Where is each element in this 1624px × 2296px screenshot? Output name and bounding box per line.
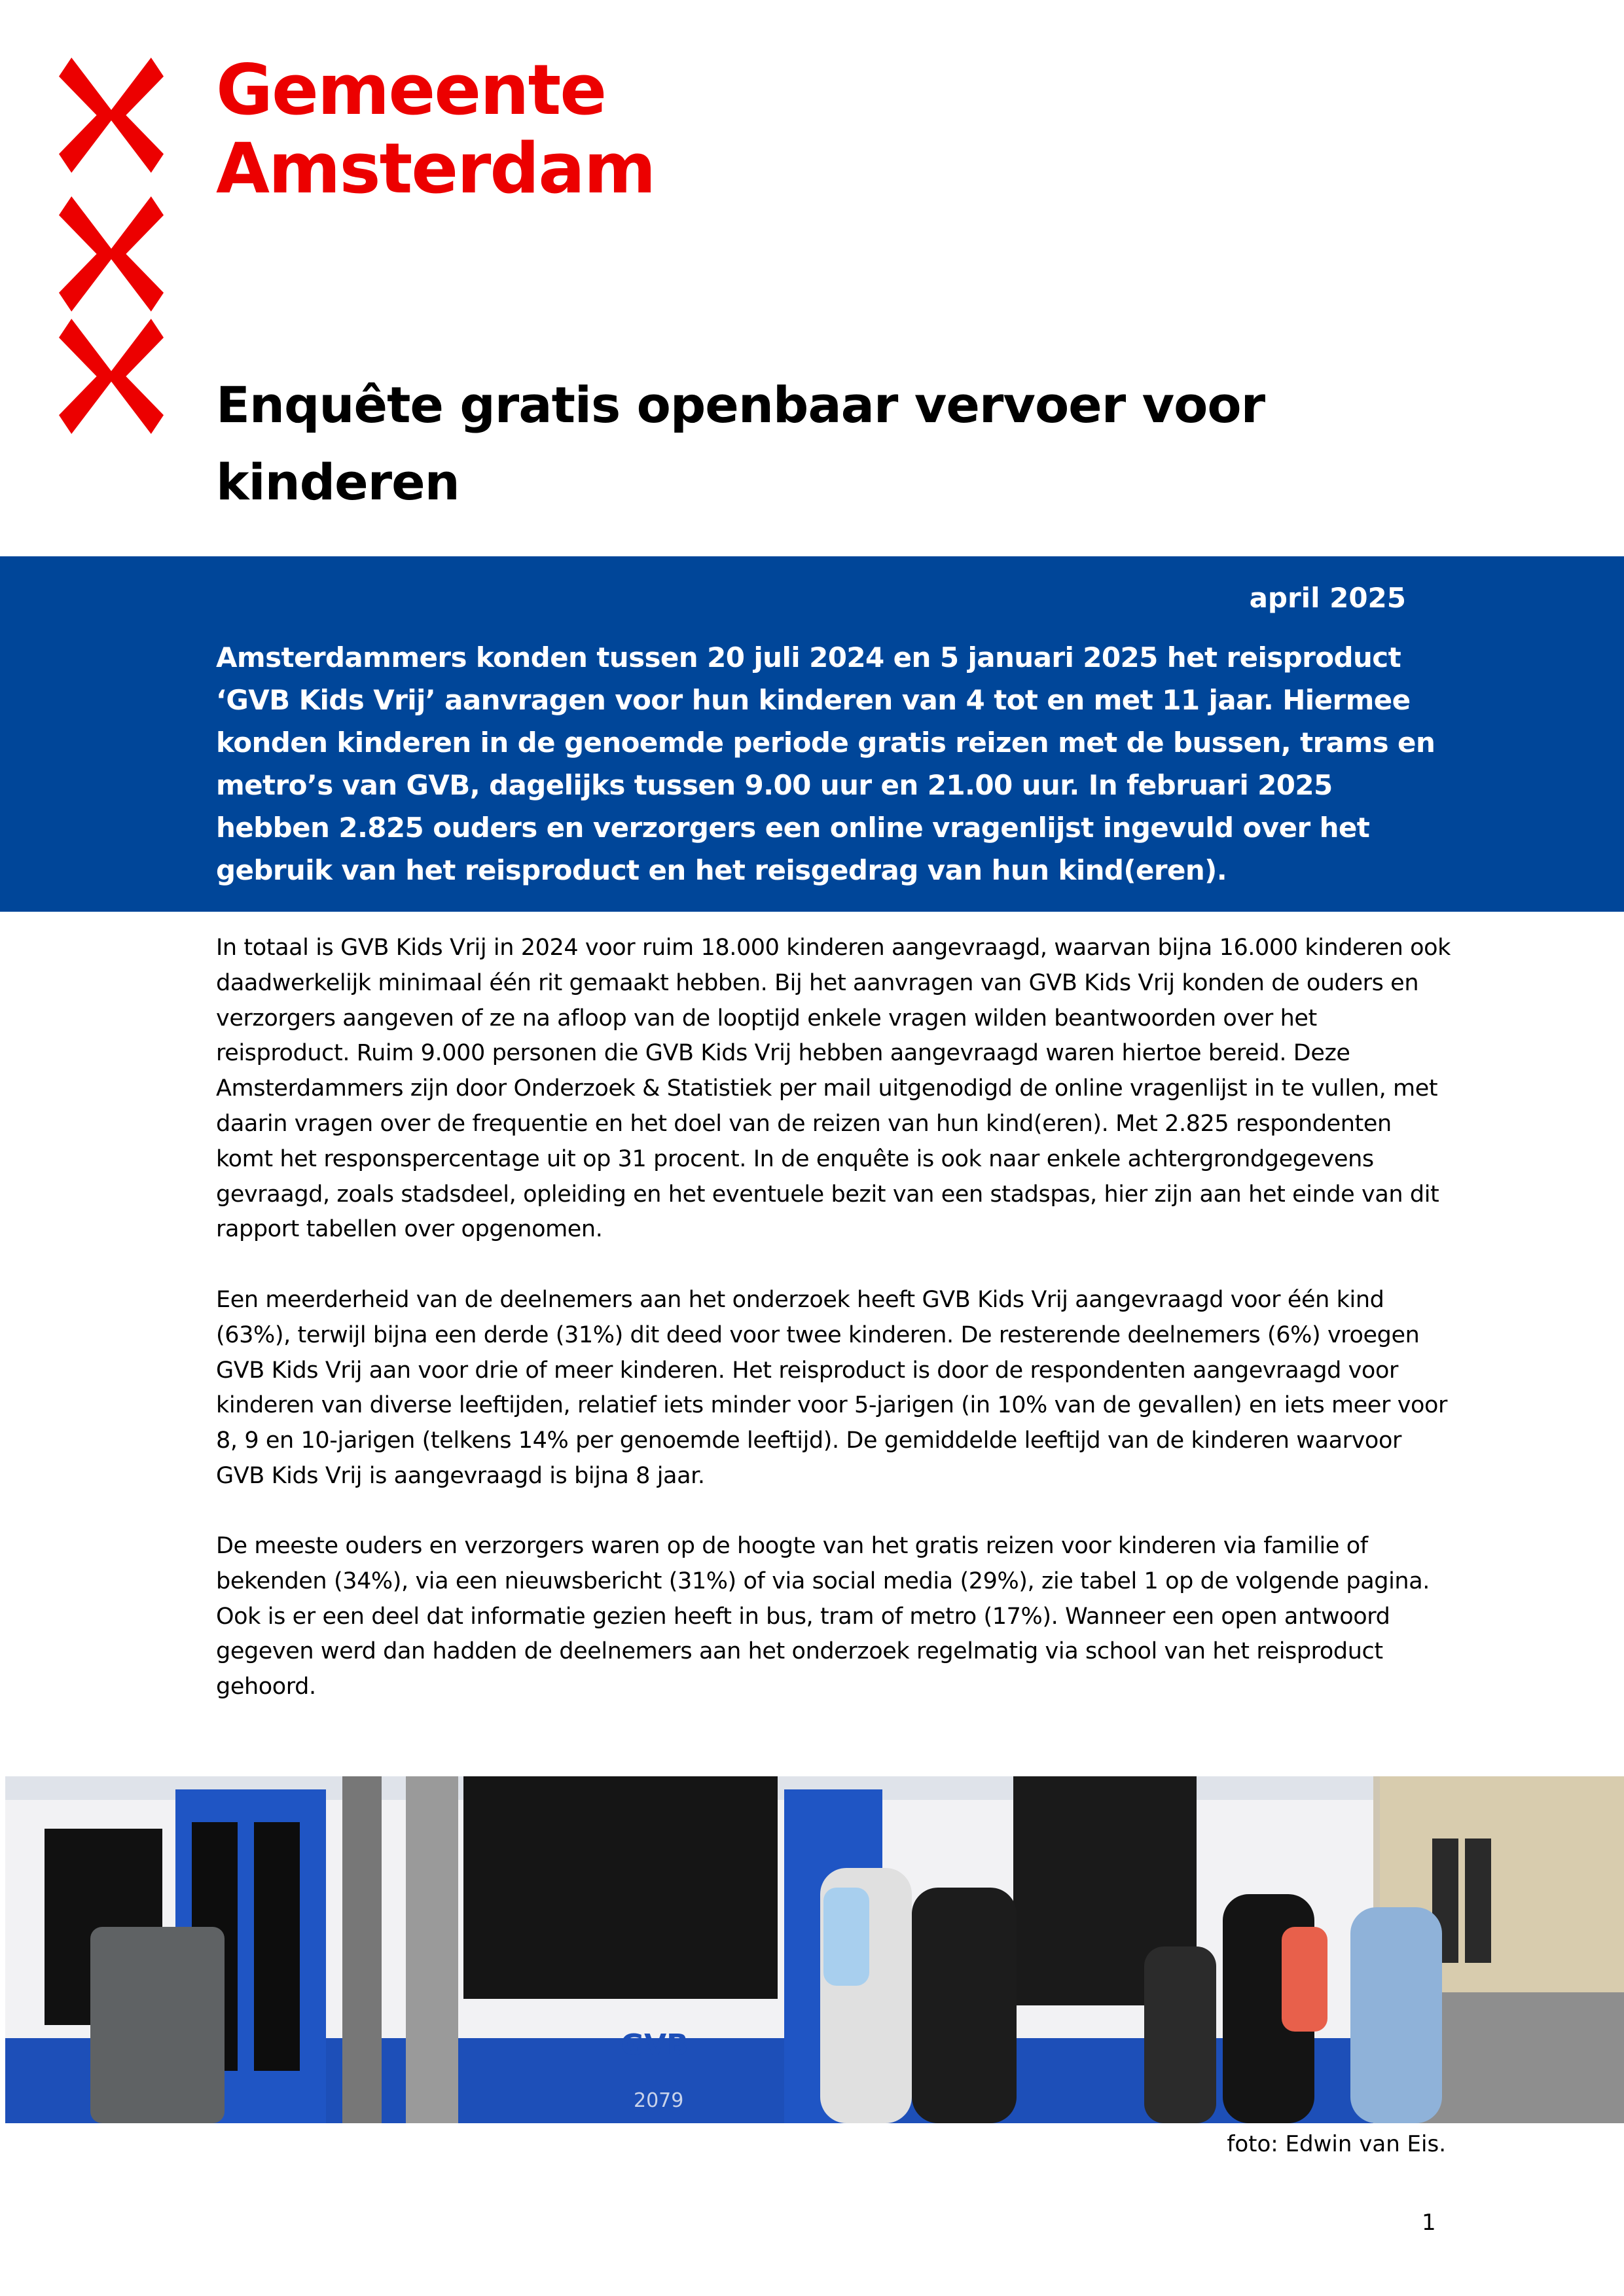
body-paragraph: De meeste ouders en verzorgers waren op de hoogte van het gratis reizen voor kinderen via familie of bekenden (34%), via een nieuwsbericht (31%) of via social media (29%), zie tabel 1 op de volgende pagina. Ook is er een deel dat informatie gezien heeft in bus, tram of metro (17%). Wanneer een open antwoord gegeven werd dan hadden de deelnemers aan het onderzoek regelmatig via school van het reisproduct gehoord.	[216, 1533, 1430, 1700]
publication-date: april 2025	[1249, 582, 1406, 614]
document-title	[216, 367, 1329, 521]
photo-caption: foto: Edwin van Eis.	[1227, 2131, 1446, 2157]
brand-line-1: Gemeente	[216, 50, 606, 130]
amsterdam-cross-icon	[58, 319, 165, 434]
brand-wordmark	[216, 51, 655, 208]
title-line-1: Enquête gratis openbaar vervoer voor	[216, 376, 1265, 434]
amsterdam-cross-icon	[58, 58, 165, 173]
amsterdam-cross-icon	[58, 196, 165, 312]
title-line-2: kinderen	[216, 453, 460, 511]
brand-line-2: Amsterdam	[216, 128, 655, 209]
body-paragraph: Een meerderheid van de deelnemers aan het onderzoek heeft GVB Kids Vrij aangevraagd voor één kind (63%), terwijl bijna een derde (31%) dit deed voor twee kinderen. De resterende deelnemers (6%) vroegen GVB Kids Vrij aan voor drie of meer kinderen. Het reisproduct is door de respondenten aangevraagd voor kinderen van diverse leeftijden, relatief iets minder voor 5-jarigen (in 10% van de gevallen) en iets meer voor 8, 9 en 10-jarigen (telkens 14% per genoemde leeftijd). De gemiddelde leeftijd van de kinderen waarvoor GVB Kids Vrij is aangevraagd is bijna 8 jaar.	[216, 1287, 1448, 1489]
tram-number-text: 2079	[634, 2089, 684, 2112]
page-number: 1	[1422, 2210, 1436, 2236]
intro-summary: Amsterdammers konden tussen 20 juli 2024 en 5 januari 2025 het reisproduct ‘GVB Kids Vrij’ aanvragen voor hun kinderen van 4 tot en met 11 jaar. Hiermee konden kinderen in de genoemde periode gratis reizen met de bussen, trams en metro’s van GVB, dagelijks tussen 9.00 uur en 21.00 uur. In februari 2025 hebben 2.825 ouders en verzorgers een online vragenlijst ingevuld over het gebruik van het reisproduct en het reisgedrag van hun kind(eren).	[216, 641, 1435, 886]
tram-logo-text: GVB	[621, 2028, 689, 2062]
tram-photo	[5, 1776, 1624, 2123]
body-paragraph: In totaal is GVB Kids Vrij in 2024 voor ruim 18.000 kinderen aangevraagd, waarvan bijna 16.000 kinderen ook daadwerkelijk minimaal één rit gemaakt hebben. Bij het aanvragen van GVB Kids Vrij konden de ouders en verzorgers aangeven of ze na afloop van de looptijd enkele vragen wilden beantwoorden over het reisproduct. Ruim 9.000 personen die GVB Kids Vrij hebben aangevraagd waren hiertoe bereid. Deze Amsterdammers zijn door Onderzoek & Statistiek per mail uitgenodigd de online vragenlijst in te vullen, met daarin vragen over de frequentie en het doel van de reizen van hun kind(eren). Met 2.825 respondenten komt het responspercentage uit op 31 procent. In de enquête is ook naar enkele achtergrondgegevens gevraagd, zoals stadsdeel, opleiding en het eventuele bezit van een stadspas, hier zijn aan het einde van dit rapport tabellen over opgenomen.	[216, 935, 1451, 1243]
